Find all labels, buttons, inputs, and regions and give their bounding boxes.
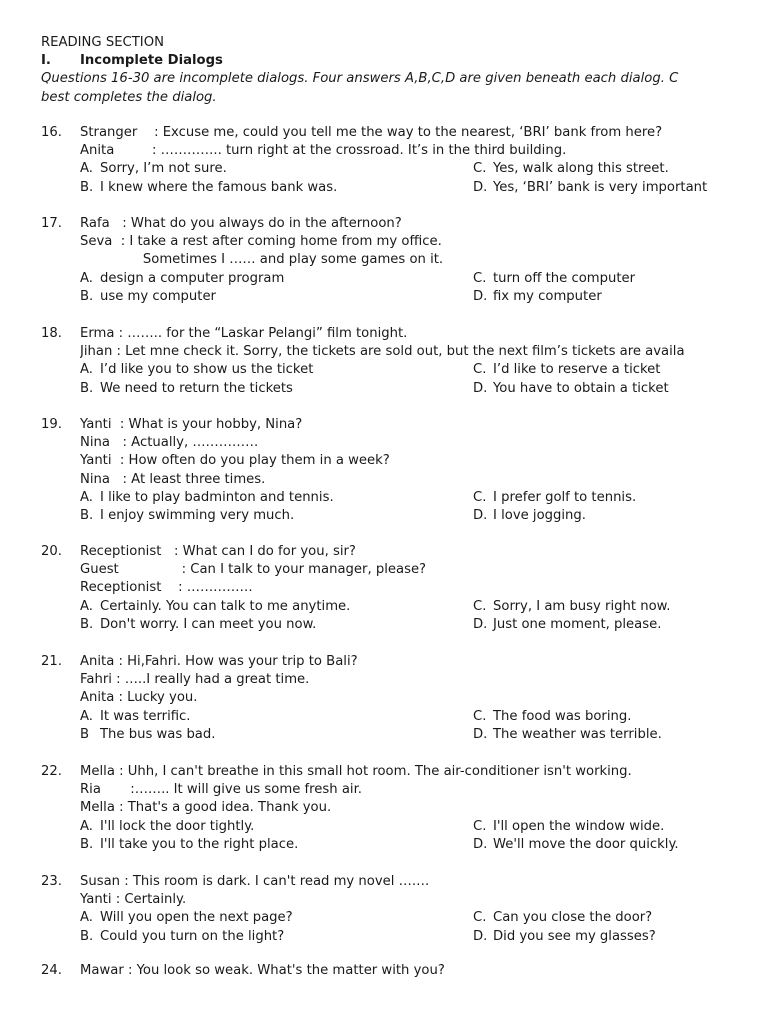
instructions-line-1: Questions 16-30 are incomplete dialogs. Four answers A,B,C,D are given beneath each dialog. C [41,71,679,87]
options-row [41,726,768,744]
answer-option [80,179,337,197]
option-text: I'll lock the door tightly. [100,818,255,834]
answer-option [80,818,254,836]
answer-option [473,361,660,379]
option-letter: C. [473,489,487,505]
answer-option [80,836,298,854]
option-letter: D. [473,726,488,742]
option-letter: D. [473,179,488,195]
dialog-line: Seva : I take a rest after coming home from my office. [80,234,442,250]
question-block [41,873,768,946]
options-row [41,616,768,634]
option-text: use my computer [100,288,216,304]
answer-option [80,616,316,634]
option-letter: C. [473,598,487,614]
option-letter: C. [473,362,487,378]
question-number: 17. [41,216,62,231]
answer-option [473,507,586,525]
option-letter: B. [80,179,94,195]
option-text: fix my computer [493,288,602,304]
dialog-line: Yanti : How often do you play them in a week? [80,453,390,469]
section-header [41,34,768,107]
question-number: 19. [41,417,62,432]
options-row [41,179,768,197]
answer-option [473,160,669,178]
answer-option [473,270,635,288]
answer-option [80,726,215,744]
answer-option [473,726,662,744]
options-row [41,708,768,726]
option-letter: B. [80,380,94,396]
option-text: I knew where the famous bank was. [100,179,338,195]
answer-option [473,288,602,306]
part-number: I. [41,53,51,69]
option-text: turn off the computer [493,270,636,286]
options-row [41,818,768,836]
dialog-line: Susan : This room is dark. I can't read my novel ……. [80,874,430,889]
question-number: 21. [41,654,62,669]
options-row [41,836,768,854]
dialog-line: Ria :…….. It will give us some fresh air. [80,782,362,798]
question-number: 22. [41,764,62,779]
dialog-line: Receptionist : What can I do for you, sir? [80,544,356,559]
answer-option [473,909,652,927]
options-row [41,598,768,616]
option-text: I'll open the window wide. [493,818,665,834]
option-text: I’d like you to show us the ticket [100,362,314,378]
option-text: Did you see my glasses? [493,928,656,944]
question-block [41,124,768,197]
options-row [41,361,768,379]
option-letter: B. [80,616,94,632]
option-letter: B. [80,288,94,304]
option-letter: D. [473,288,488,304]
question-number: 20. [41,544,62,559]
question-number: 24. [41,963,62,978]
part-title [41,52,768,70]
option-text: I'll take you to the right place. [100,836,299,852]
option-letter: A. [80,708,93,724]
answer-option [80,361,313,379]
option-letter: A. [80,362,93,378]
section-label: READING SECTION [41,35,164,50]
option-text: The weather was terrible. [493,726,662,742]
question-block [41,653,768,744]
options-row [41,380,768,398]
option-letter: A. [80,910,93,926]
answer-option [80,598,350,616]
option-text: It was terrific. [100,708,191,724]
dialog-line: Yanti : Certainly. [80,892,187,908]
option-letter: C. [473,708,487,724]
question-block [41,215,768,306]
answer-option [473,179,707,197]
option-letter: D. [473,507,488,523]
answer-option [473,598,670,616]
option-text: Sorry, I am busy right now. [493,598,671,614]
options-row [41,270,768,288]
option-letter: D. [473,928,488,944]
option-text: We need to return the tickets [100,380,293,396]
option-letter: A. [80,489,93,505]
option-text: Just one moment, please. [493,616,662,632]
options-row [41,160,768,178]
answer-option [473,616,661,634]
option-text: Could you turn on the light? [100,928,285,944]
answer-option [80,708,191,726]
dialog-line: Erma : …….. for the “Laskar Pelangi” film tonight. [80,326,408,341]
option-text: I enjoy swimming very much. [100,507,295,523]
option-letter: B [80,726,90,742]
option-text: Yes, walk along this street. [493,161,669,177]
dialog-line: Stranger : Excuse me, could you tell me the way to the nearest, ‘BRI’ bank from here? [80,125,663,140]
option-text: design a computer program [100,270,285,286]
answer-option [80,489,334,507]
instructions-line-2: best completes the dialog. [41,89,217,105]
option-letter: C. [473,910,487,926]
option-text: You have to obtain a ticket [493,380,669,396]
answer-option [80,288,216,306]
dialog-line: Mella : That's a good idea. Thank you. [80,800,332,816]
option-letter: B. [80,836,94,852]
dialog-line: Mella : Uhh, I can't breathe in this small hot room. The air-conditioner isn't working. [80,764,632,779]
question-block [41,416,768,525]
option-text: I like to play badminton and tennis. [100,489,334,505]
answer-option [80,380,293,398]
dialog-line: Sometimes I …… and play some games on it. [80,252,444,268]
dialog-line: Mawar : You look so weak. What's the matter with you? [80,963,445,978]
options-row [41,507,768,525]
answer-option [473,836,679,854]
option-text: Sorry, I’m not sure. [100,161,227,177]
option-letter: A. [80,270,93,286]
option-text: I prefer golf to tennis. [493,489,637,505]
question-block [41,763,768,854]
answer-option [80,160,227,178]
dialog-line: Guest : Can I talk to your manager, please? [80,562,427,578]
answer-option [473,818,664,836]
options-row [41,489,768,507]
part-title-text: Incomplete Dialogs [80,53,223,69]
dialog-line: Nina : Actually, …………… [80,435,259,451]
option-letter: A. [80,161,93,177]
option-letter: D. [473,380,488,396]
option-letter: C. [473,161,487,177]
option-letter: B. [80,928,94,944]
option-letter: A. [80,818,93,834]
option-text: Don't worry. I can meet you now. [100,616,317,632]
option-text: I love jogging. [493,507,586,523]
dialog-line: Fahri : …..I really had a great time. [80,672,310,688]
dialog-line: Yanti : What is your hobby, Nina? [80,417,303,432]
options-row [41,909,768,927]
question-number: 18. [41,326,62,341]
answer-option [473,928,656,946]
dialog-line: Nina : At least three times. [80,471,266,487]
answer-option [473,380,669,398]
dialog-line: Anita : Lucky you. [80,690,198,706]
option-letter: C. [473,818,487,834]
option-text: We'll move the door quickly. [493,836,679,852]
dialog-line: Anita : Hi,Fahri. How was your trip to Bali? [80,654,358,669]
answer-option [473,708,631,726]
options-row [41,288,768,306]
dialog-line: Anita : ………….. turn right at the crossroad. It’s in the third building. [80,143,567,159]
question-number: 23. [41,874,62,889]
dialog-line: Receptionist : …………… [80,580,253,596]
answer-option [80,507,294,525]
dialog-line: Rafa : What do you always do in the afternoon? [80,216,402,231]
question-block [41,543,768,634]
question-number: 16. [41,125,62,140]
option-letter: C. [473,270,487,286]
option-text: Can you close the door? [493,910,653,926]
question-block [41,325,768,398]
option-text: The bus was bad. [100,726,216,742]
options-row [41,928,768,946]
option-letter: D. [473,836,488,852]
option-text: Will you open the next page? [100,910,293,926]
dialog-line: Jihan : Let mne check it. Sorry, the tickets are sold out, but the next film’s tickets are availa [80,344,685,360]
option-text: Yes, ‘BRI’ bank is very important [493,179,708,195]
answer-option [80,928,284,946]
option-text: I’d like to reserve a ticket [493,362,661,378]
option-letter: B. [80,507,94,523]
option-letter: A. [80,598,93,614]
option-letter: D. [473,616,488,632]
option-text: The food was boring. [493,708,632,724]
option-text: Certainly. You can talk to me anytime. [100,598,351,614]
answer-option [80,909,293,927]
question-block [41,962,768,980]
answer-option [80,270,284,288]
answer-option [473,489,636,507]
